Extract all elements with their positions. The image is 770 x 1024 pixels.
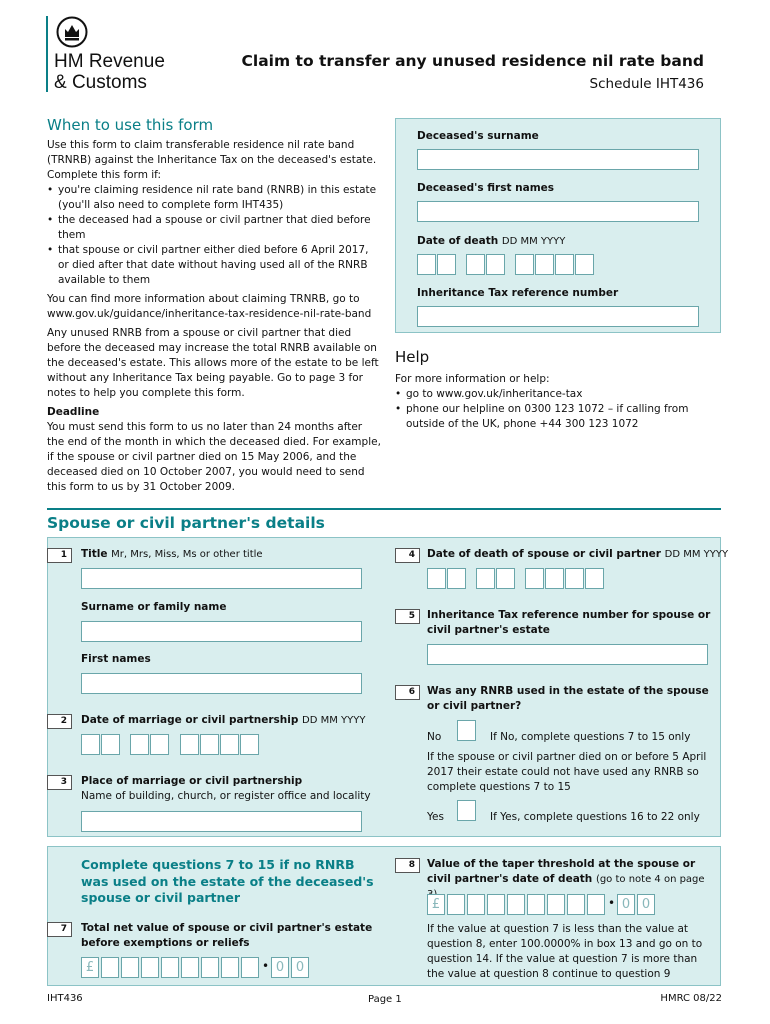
schedule-label: Schedule IHT436 — [589, 76, 704, 92]
date-digit-box[interactable] — [130, 734, 149, 755]
question-number: 6 — [395, 685, 420, 700]
date-digit-box[interactable] — [555, 254, 574, 275]
help-block — [395, 372, 715, 432]
q1-hint: Mr, Mrs, Miss, Ms or other title — [111, 549, 263, 560]
crest-icon — [56, 16, 88, 48]
footer-version: HMRC 08/22 — [660, 993, 722, 1004]
decimal-point: • — [608, 896, 616, 910]
org-name-line1: HM Revenue — [54, 51, 165, 72]
when-bullet: • you're claiming residence nil rate band (RNRB) in this estate (you'll also need to complete form IHT435) — [47, 183, 382, 213]
q2-hint: DD MM YYYY — [302, 715, 366, 726]
when-p3: Any unused RNRB from a spouse or civil partner that died before the deceased may increase the total RNRB available on the deceased's estate. This allows more of the estate to be left without any Inheritance Tax being payable. Go to page 3 for notes to help you complete this form. — [47, 327, 379, 399]
question-number: 4 — [395, 548, 420, 563]
q4-hint: DD MM YYYY — [664, 549, 729, 560]
spouse-heading: Spouse or civil partner's details — [47, 514, 325, 532]
when-p1b: Complete this form if: — [47, 169, 162, 181]
deceased-iht-ref-input[interactable] — [417, 306, 699, 327]
amount-digit-box[interactable] — [221, 957, 239, 978]
yes-label: Yes — [427, 811, 444, 823]
no-checkbox[interactable] — [457, 720, 476, 741]
deadline-heading: Deadline — [47, 406, 100, 418]
when-heading: When to use this form — [47, 116, 214, 134]
help-heading: Help — [395, 348, 430, 366]
org-name-line2: & Customs — [54, 72, 147, 93]
surname-label: Surname or family name — [81, 601, 227, 613]
q3-hint: Name of building, church, or register office and locality — [81, 790, 371, 802]
when-intro — [47, 138, 382, 495]
q8-label-text: Value of the taper threshold at the spouse or civil partner's date of death — [427, 858, 696, 885]
pence-cell: 0 — [637, 894, 655, 915]
amount-digit-box[interactable] — [547, 894, 565, 915]
place-of-marriage-input[interactable] — [81, 811, 362, 832]
date-digit-box[interactable] — [585, 568, 604, 589]
date-digit-box[interactable] — [150, 734, 169, 755]
q3-label: Place of marriage or civil partnership — [81, 775, 303, 787]
deceased-first-names-label: Deceased's first names — [417, 182, 555, 194]
section-divider — [47, 508, 721, 510]
question-number: 8 — [395, 858, 420, 873]
amount-digit-box[interactable] — [141, 957, 159, 978]
pound-sign-cell: £ — [427, 894, 445, 915]
amount-digit-box[interactable] — [161, 957, 179, 978]
title-input[interactable] — [81, 568, 362, 589]
first-names-label: First names — [81, 653, 151, 665]
surname-input[interactable] — [81, 621, 362, 642]
amount-digit-box[interactable] — [467, 894, 485, 915]
first-names-input[interactable] — [81, 673, 362, 694]
amount-digit-box[interactable] — [101, 957, 119, 978]
q8-hint: (go to note 4 on page — [595, 874, 705, 885]
date-digit-box[interactable] — [466, 254, 485, 275]
deceased-surname-input[interactable] — [417, 149, 699, 170]
deceased-iht-ref-label: Inheritance Tax reference number — [417, 287, 619, 299]
yes-checkbox[interactable] — [457, 800, 476, 821]
date-digit-box[interactable] — [565, 568, 584, 589]
footer-page: Page 1 — [368, 994, 402, 1005]
amount-digit-box[interactable] — [181, 957, 199, 978]
help-bullets — [395, 387, 715, 432]
date-digit-box[interactable] — [575, 254, 594, 275]
question-number: 3 — [47, 775, 72, 790]
amount-digit-box[interactable] — [587, 894, 605, 915]
question-number: 2 — [47, 714, 72, 729]
date-digit-box[interactable] — [417, 254, 436, 275]
question-number: 1 — [47, 548, 72, 563]
help-bullet: • phone our helpline on 0300 123 1072 – if calling from outside of the UK, phone +44 300 123 1072 — [395, 402, 715, 432]
footer-form-code: IHT436 — [47, 993, 83, 1004]
amount-digit-box[interactable] — [241, 957, 259, 978]
q8-note: If the value at question 7 is less than the value at question 8, enter 100.0000% in box 13 and go on to question 14. If the value at question 7 is more than the value at question 8 continue to question 9 — [427, 923, 703, 980]
date-digit-box[interactable] — [515, 254, 534, 275]
date-digit-box[interactable] — [200, 734, 219, 755]
question-number: 7 — [47, 922, 72, 937]
date-digit-box[interactable] — [525, 568, 544, 589]
q7-label: Total net value of spouse or civil partner's estate before exemptions or reliefs — [81, 922, 373, 949]
hmrc-logo — [46, 16, 186, 94]
when-bullets — [47, 183, 382, 288]
amount-digit-box[interactable] — [567, 894, 585, 915]
q1-label — [81, 547, 263, 562]
deceased-dod-label — [417, 234, 565, 249]
q2-label-text: Date of marriage or civil partnership — [81, 714, 299, 726]
amount-digit-box[interactable] — [527, 894, 545, 915]
q2-label — [81, 713, 366, 728]
no-note: If No, complete questions 7 to 15 only — [490, 731, 691, 743]
amount-digit-box[interactable] — [487, 894, 505, 915]
amount-digit-box[interactable] — [447, 894, 465, 915]
pound-sign-cell: £ — [81, 957, 99, 978]
spouse-iht-ref-input[interactable] — [427, 644, 708, 665]
no-label: No — [427, 731, 442, 743]
when-bullet: • the deceased had a spouse or civil partner that died before them — [47, 213, 382, 243]
q4-label-text: Date of death of spouse or civil partner — [427, 548, 661, 560]
deadline-text: You must send this form to us no later than 24 months after the end of the month in which the deceased died. For example, if the spouse or civil partner died on 15 May 2006, and the deceased died on 10 October 2007, you would need to send this form to us by 31 October 2009. — [47, 421, 381, 493]
q6-note: If the spouse or civil partner died on or before 5 April 2017 their estate could not have used any RNRB so complete questions 7 to 15 — [427, 751, 707, 793]
amount-digit-box[interactable] — [121, 957, 139, 978]
date-digit-box[interactable] — [427, 568, 446, 589]
date-digit-box[interactable] — [437, 254, 456, 275]
deceased-surname-label: Deceased's surname — [417, 130, 539, 142]
pence-cell: 0 — [271, 957, 289, 978]
pence-cell: 0 — [291, 957, 309, 978]
date-digit-box[interactable] — [180, 734, 199, 755]
q4-label — [427, 547, 728, 562]
date-digit-box[interactable] — [486, 254, 505, 275]
deceased-panel — [395, 118, 721, 333]
date-digit-box[interactable] — [220, 734, 239, 755]
q6-label: Was any RNRB used in the estate of the spouse or civil partner? — [427, 685, 709, 712]
date-digit-box[interactable] — [535, 254, 554, 275]
q1-label-text: Title — [81, 548, 108, 560]
date-digit-box[interactable] — [545, 568, 564, 589]
when-p1: Use this form to claim transferable residence nil rate band (TRNRB) against the Inheritance Tax on the deceased's estate. — [47, 139, 377, 166]
pence-cell: 0 — [617, 894, 635, 915]
amount-digit-box[interactable] — [201, 957, 219, 978]
date-digit-box[interactable] — [476, 568, 495, 589]
amount-digit-box[interactable] — [507, 894, 525, 915]
section2-heading: Complete questions 7 to 15 if no RNRB was used on the estate of the deceased's spouse or civil partner — [81, 857, 374, 905]
date-digit-box[interactable] — [496, 568, 515, 589]
deceased-first-names-input[interactable] — [417, 201, 699, 222]
decimal-point: • — [262, 959, 270, 973]
date-digit-box[interactable] — [101, 734, 120, 755]
when-bullet: • that spouse or civil partner either died before 6 April 2017, or died after that date without having used all of the RNRB available to them — [47, 243, 382, 288]
help-bullet: • go to www.gov.uk/inheritance-tax — [395, 387, 715, 402]
date-digit-box[interactable] — [447, 568, 466, 589]
yes-note: If Yes, complete questions 16 to 22 only — [490, 811, 700, 823]
form-title: Claim to transfer any unused residence nil rate band — [241, 52, 704, 70]
date-digit-box[interactable] — [240, 734, 259, 755]
dod-hint: DD MM YYYY — [501, 236, 566, 247]
help-intro: For more information or help: — [395, 373, 550, 385]
dod-label-text: Date of death — [417, 235, 499, 247]
when-p2: You can find more information about claiming TRNRB, go to www.gov.uk/guidance/inheritance-tax-residence-nil-rate-band — [47, 293, 372, 320]
date-digit-box[interactable] — [81, 734, 100, 755]
q5-label: Inheritance Tax reference number for spouse or civil partner's estate — [427, 609, 711, 636]
question-number: 5 — [395, 609, 420, 624]
